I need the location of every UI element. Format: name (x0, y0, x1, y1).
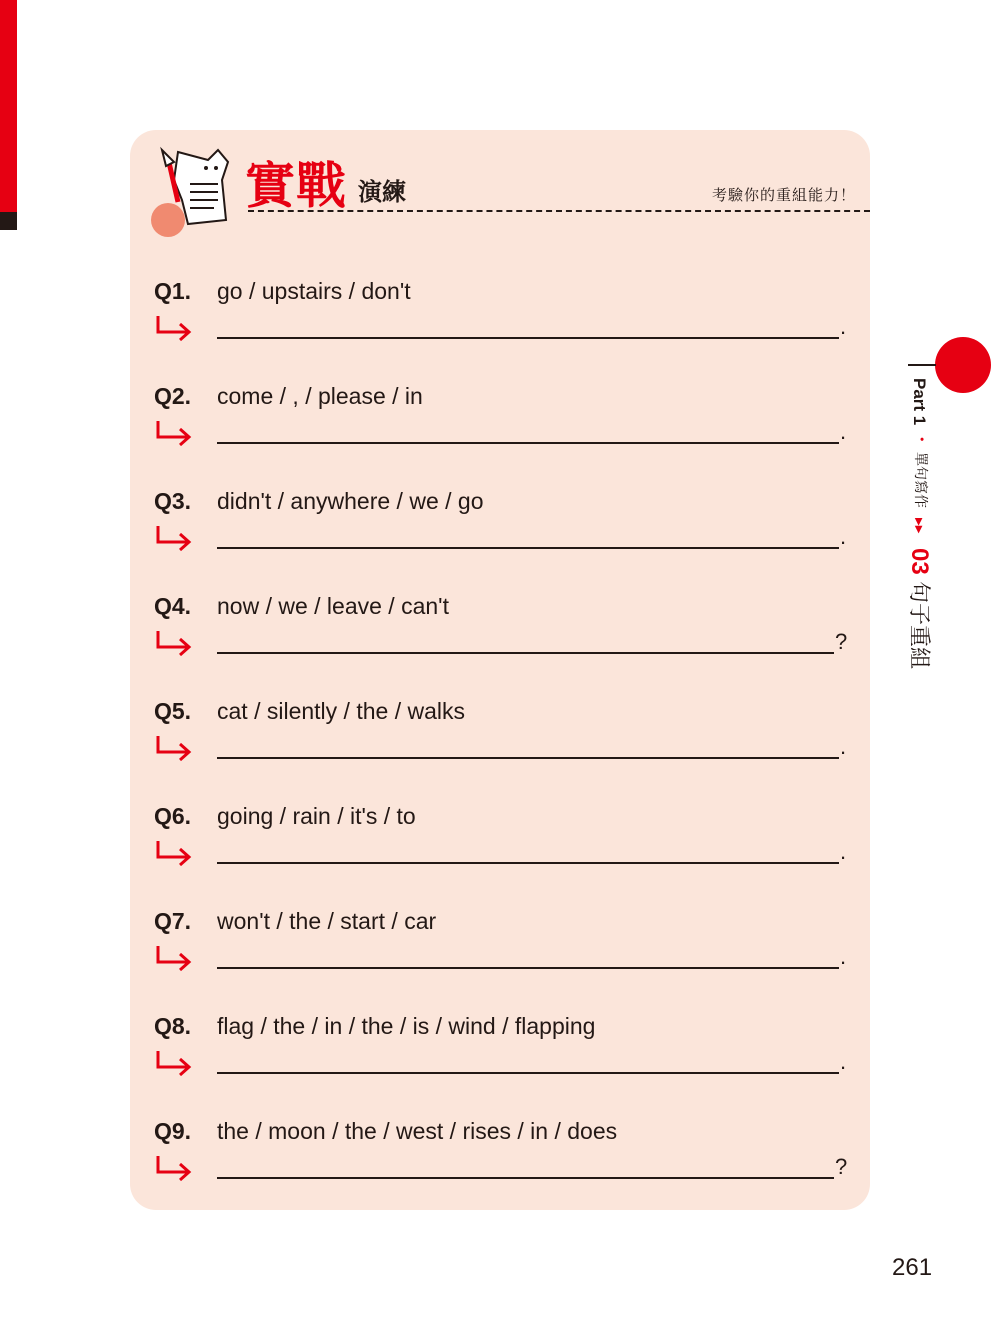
mascot-writing-icon (148, 140, 248, 240)
chapter-tab-circle (935, 337, 991, 393)
section-label: 單句寫作 (912, 452, 928, 508)
question-number: Q5. (154, 698, 192, 724)
question-number: Q3. (154, 488, 192, 514)
section-subtitle: 演練 (358, 178, 406, 206)
answer-line[interactable] (217, 757, 839, 759)
chapter-title: 句子重組 (906, 581, 931, 670)
question-words: now / we / leave / can't (217, 593, 449, 619)
question-item (154, 593, 854, 693)
answer-punctuation: ? (835, 1154, 848, 1179)
question-number: Q4. (154, 593, 192, 619)
header-dashed-divider (248, 210, 870, 212)
section-tagline: 考驗你的重組能力！ (711, 186, 856, 204)
question-item (154, 1013, 854, 1113)
page-edge-marker (0, 0, 17, 212)
answer-punctuation: . (840, 839, 847, 864)
page-edge-marker-dark (0, 212, 17, 230)
answer-punctuation: . (840, 944, 847, 969)
question-words: flag / the / in / the / is / wind / flapping (217, 1013, 596, 1039)
question-words: go / upstairs / don't (217, 278, 411, 304)
question-item (154, 488, 854, 588)
question-item (154, 383, 854, 483)
chapter-tab-tick (908, 364, 936, 366)
question-words: didn't / anywhere / we / go (217, 488, 484, 514)
answer-line[interactable] (217, 652, 834, 654)
answer-line[interactable] (217, 967, 839, 969)
section-title: 實戰 (245, 157, 347, 215)
question-number: Q9. (154, 1118, 192, 1144)
answer-line[interactable] (217, 1177, 834, 1179)
answer-line[interactable] (217, 442, 839, 444)
answer-line[interactable] (217, 337, 839, 339)
question-item (154, 908, 854, 1008)
question-words: cat / silently / the / walks (217, 698, 465, 724)
question-number: Q8. (154, 1013, 192, 1039)
exercise-header (148, 140, 870, 240)
answer-arrow-icon (154, 314, 194, 342)
answer-arrow-icon (154, 734, 194, 762)
answer-arrow-icon (154, 524, 194, 552)
answer-punctuation: . (840, 1049, 847, 1074)
answer-arrow-icon (154, 1049, 194, 1077)
page-number: 261 (892, 1254, 933, 1281)
question-number: Q6. (154, 803, 192, 829)
chapter-number: 03 (906, 548, 933, 575)
answer-punctuation: . (840, 419, 847, 444)
part-separator-dot: • (915, 436, 928, 443)
question-number: Q2. (154, 383, 192, 409)
question-words: going / rain / it's / to (217, 803, 416, 829)
part-label: Part 1 (910, 378, 929, 426)
chapter-arrow-icon: ▶▶ (913, 518, 924, 534)
question-words: come / , / please / in (217, 383, 423, 409)
answer-line[interactable] (217, 862, 839, 864)
question-number: Q1. (154, 278, 192, 304)
answer-line[interactable] (217, 547, 839, 549)
answer-arrow-icon (154, 629, 194, 657)
question-item (154, 278, 854, 378)
answer-punctuation: ? (835, 629, 848, 654)
answer-punctuation: . (840, 734, 847, 759)
question-words: the / moon / the / west / rises / in / does (217, 1118, 618, 1144)
question-number: Q7. (154, 908, 192, 934)
question-words: won't / the / start / car (217, 908, 437, 934)
question-item (154, 803, 854, 903)
question-item (154, 698, 854, 798)
answer-line[interactable] (217, 1072, 839, 1074)
answer-punctuation: . (840, 524, 847, 549)
answer-punctuation: . (840, 314, 847, 339)
question-item (154, 1118, 854, 1218)
answer-arrow-icon (154, 1154, 194, 1182)
answer-arrow-icon (154, 419, 194, 447)
answer-arrow-icon (154, 839, 194, 867)
chapter-tab (904, 378, 940, 708)
answer-arrow-icon (154, 944, 194, 972)
